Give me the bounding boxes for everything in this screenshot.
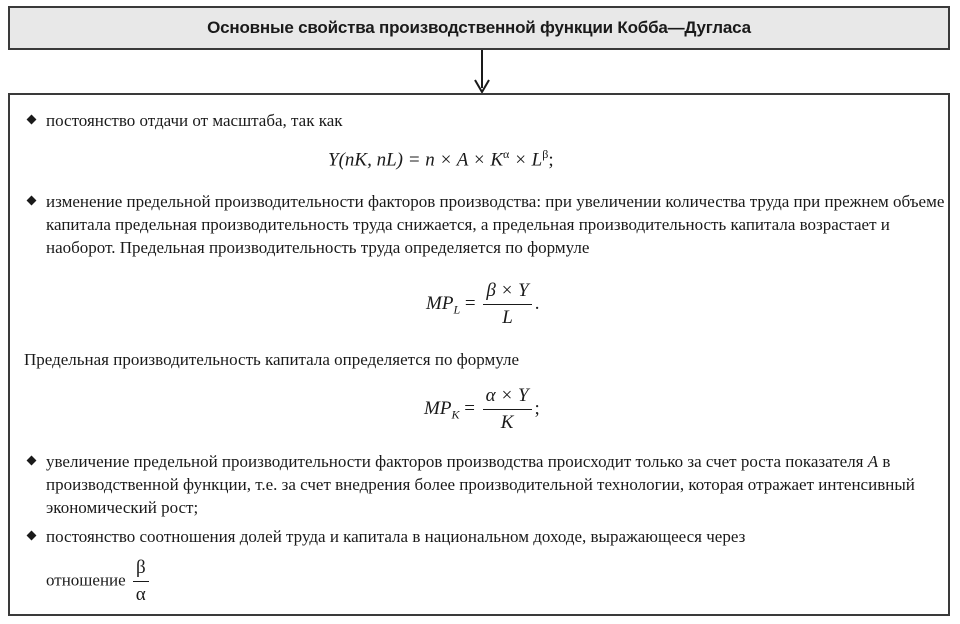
- header-box: [8, 6, 950, 50]
- page-title: Основные свойства производственной функции Кобба—Дугласа: [207, 18, 751, 37]
- formula-returns-to-scale: Y(nK, $nL) = n \times A \times K^\alpha \times L^\beta$;: [328, 147, 554, 171]
- properties-box: [8, 93, 950, 616]
- list-item: постоянство отдачи от масштаба, так как: [28, 109, 946, 132]
- bullet-icon: [27, 196, 37, 206]
- paragraph-mpk: Предельная производительность капитала определяется по формуле: [24, 350, 520, 369]
- arrow-down-icon: [472, 50, 492, 94]
- bullet-icon: [27, 531, 37, 541]
- ratio-line: отношение $\frac{\beta}{\alpha}$: [46, 557, 152, 606]
- bullet-icon: [27, 456, 37, 466]
- bullet-icon: [27, 115, 37, 125]
- list-item: увеличение предельной производительности факторов производства происходит только за счет роста показателя A в производственной функции, т.е. за счет внедрения более производительной технологии, которая отражает интенсивный экономический рост;: [28, 450, 951, 519]
- formula-mpl: $MP_L$ = $\frac{\beta \times Y}{L}$ .: [426, 280, 540, 328]
- formula-mpk: $MP_K$ = $\frac{\alpha \times Y}{K}$ ;: [424, 385, 540, 433]
- list-item: изменение предельной производительности факторов производства: при увеличении количества труда при прежнем объеме капитала предельная производительность труда снижается, а предельная производительность капитала возрастает и наоборот. Предельная производительность труда определяется по формуле: [28, 190, 951, 259]
- formula-ratio: $\frac{\beta}{\alpha}$: [133, 557, 149, 606]
- list-item: постоянство соотношения долей труда и капитала в национальном доходе, выражающееся через: [28, 525, 951, 548]
